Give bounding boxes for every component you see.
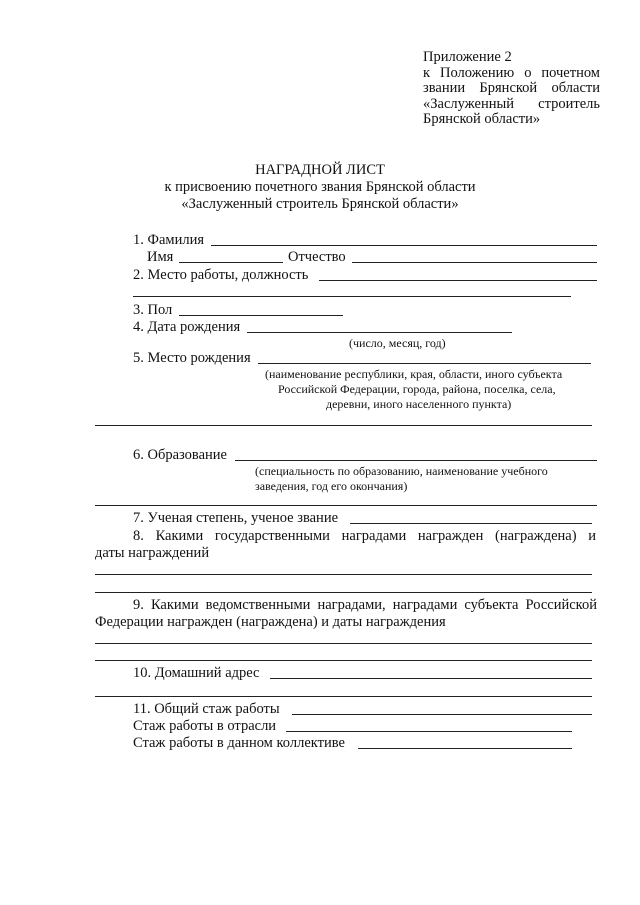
field-industry-experience-label: Стаж работы в отрасли <box>133 718 277 734</box>
education-hint-1: (специальность по образованию, наименование учебного <box>255 464 548 478</box>
birthplace-hint-1: (наименование республики, края, области, иного субъекта <box>265 367 563 381</box>
birthplace-hint-2: Российской Федерации, города, района, поселка, села, <box>278 382 556 396</box>
total-experience-input-line[interactable] <box>292 714 592 715</box>
field-workplace-label: 2. Место работы, должность <box>133 267 309 283</box>
field-birthplace-label: 5. Место рождения <box>133 350 251 366</box>
workplace-input-line[interactable] <box>319 280 597 281</box>
field-name-label: Имя <box>147 249 174 265</box>
field-surname-label: 1. Фамилия <box>133 232 204 248</box>
departmental-awards-label-line-2: Федерации награжден (награждена) и даты награждения <box>95 614 446 630</box>
field-address-label: 10. Домашний адрес <box>133 665 260 681</box>
collective-experience-input-line[interactable] <box>358 748 572 749</box>
appendix-line-2: к Положению о почетном <box>423 64 600 81</box>
departmental-awards-label-line-1: 9. Какими ведомственными наградами, наградами субъекта Российской <box>133 597 597 613</box>
state-awards-label-line-2: даты награждений <box>95 545 210 561</box>
appendix-line-1: Приложение 2 <box>423 49 512 65</box>
field-birthdate-label: 4. Дата рождения <box>133 319 241 335</box>
appendix-note <box>423 50 600 128</box>
appendix-line-4: «Заслуженный строитель <box>423 95 600 112</box>
education-hint-2: заведения, год его окончания) <box>255 479 408 493</box>
surname-input-line[interactable] <box>211 245 597 246</box>
sex-input-line[interactable] <box>179 315 343 316</box>
address-input-line-2[interactable] <box>95 696 592 697</box>
field-degree-label: 7. Ученая степень, ученое звание <box>133 510 339 526</box>
field-patronymic-label: Отчество <box>288 249 346 265</box>
state-awards-input-line-1[interactable] <box>95 574 592 575</box>
education-input-line[interactable] <box>235 460 597 461</box>
field-collective-experience-label: Стаж работы в данном коллективе <box>133 735 345 751</box>
birthdate-hint: (число, месяц, год) <box>349 336 446 350</box>
document-subtitle-1: к присвоению почетного звания Брянской области <box>164 179 476 195</box>
departmental-awards-input-line-1[interactable] <box>95 643 592 644</box>
appendix-line-3: звании Брянской области <box>423 80 600 96</box>
field-total-experience-label: 11. Общий стаж работы <box>133 701 280 717</box>
education-input-line-2[interactable] <box>95 505 597 506</box>
birthplace-input-line[interactable] <box>258 363 591 364</box>
birthdate-input-line[interactable] <box>247 332 512 333</box>
degree-input-line[interactable] <box>350 523 592 524</box>
appendix-line-5: Брянской области» <box>423 111 541 127</box>
field-sex-label: 3. Пол <box>133 302 173 318</box>
workplace-input-line-2[interactable] <box>133 296 571 297</box>
birthplace-hint-3: деревни, иного населенного пункта) <box>326 397 512 411</box>
name-input-line[interactable] <box>179 262 283 263</box>
state-awards-input-line-2[interactable] <box>95 592 592 593</box>
document-subtitle-2: «Заслуженный строитель Брянской области» <box>181 196 459 212</box>
industry-experience-input-line[interactable] <box>286 731 572 732</box>
field-education-label: 6. Образование <box>133 447 227 463</box>
state-awards-label-line-1: 8. Какими государственными наградами награжден (награждена) и <box>133 528 596 544</box>
birthplace-input-line-2[interactable] <box>95 425 592 426</box>
document-title: НАГРАДНОЙ ЛИСТ <box>255 162 385 178</box>
departmental-awards-input-line-2[interactable] <box>95 660 592 661</box>
patronymic-input-line[interactable] <box>352 262 597 263</box>
address-input-line[interactable] <box>270 678 592 679</box>
